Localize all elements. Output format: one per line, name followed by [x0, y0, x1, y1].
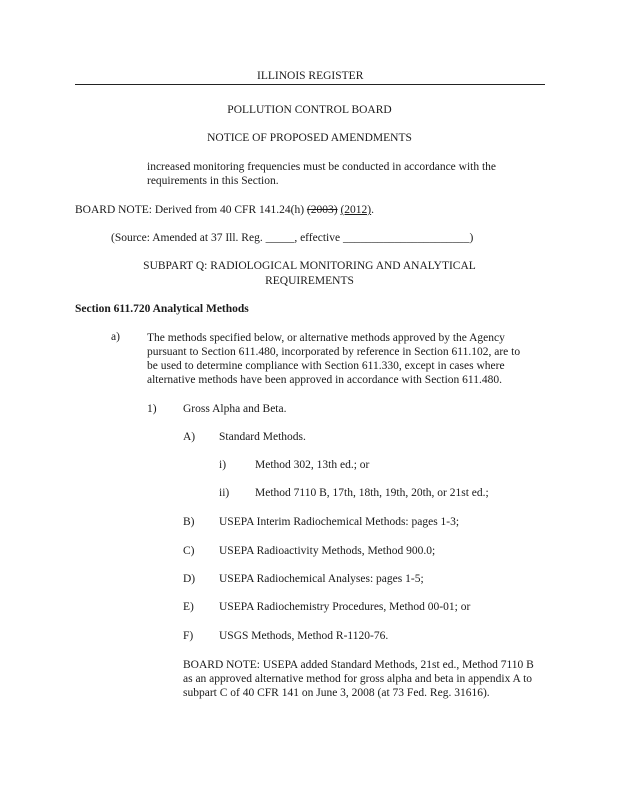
- board-note-usepa: BOARD NOTE: USEPA added Standard Methods, 21st ed., Method 7110 B as an approved alternative method for gross alpha and beta in appendix A to subpart C of 40 CFR 141 on June 3, 2008 (at 73 Fed. Reg. 31616).: [183, 659, 534, 699]
- board-note-derived: [75, 204, 374, 216]
- item-F-text: USGS Methods, Method R-1120-76.: [219, 630, 389, 642]
- item-1-label: 1): [147, 403, 157, 415]
- item-1-text: Gross Alpha and Beta.: [183, 403, 287, 415]
- board-name: POLLUTION CONTROL BOARD: [227, 104, 392, 116]
- item-B-text: USEPA Interim Radiochemical Methods: pages 1-3;: [219, 516, 460, 528]
- source-mid: , effective: [294, 232, 343, 244]
- source-line: [111, 232, 473, 244]
- subpart-heading-line1: SUBPART Q: RADIOLOGICAL MONITORING AND ANALYTICAL: [143, 260, 476, 272]
- source-blank-short: _____: [265, 232, 295, 244]
- item-D-text: USEPA Radiochemical Analyses: pages 1-5;: [219, 573, 424, 585]
- item-i-text: Method 302, 13th ed.; or: [255, 459, 370, 471]
- item-D-label: D): [183, 573, 196, 585]
- inserted-year: (2012): [340, 204, 372, 216]
- item-C-label: C): [183, 545, 195, 557]
- source-blank-long: ______________________: [342, 232, 470, 244]
- item-F-label: F): [183, 630, 194, 642]
- intro-paragraph: increased monitoring frequencies must be conducted in accordance with the requirements in this Section.: [147, 161, 497, 187]
- register-title: ILLINOIS REGISTER: [257, 70, 364, 82]
- struck-year: (2003): [306, 204, 338, 216]
- item-E-text: USEPA Radiochemistry Procedures, Method 00-01; or: [219, 601, 471, 613]
- item-ii-text: Method 7110 B, 17th, 18th, 19th, 20th, or 21st ed.;: [255, 487, 489, 499]
- board-note-suffix: .: [371, 204, 374, 216]
- source-suffix: ): [469, 232, 474, 244]
- subpart-heading-line2: REQUIREMENTS: [265, 275, 354, 287]
- notice-title: NOTICE OF PROPOSED AMENDMENTS: [207, 132, 412, 144]
- section-heading: Section 611.720 Analytical Methods: [75, 303, 249, 315]
- source-prefix: (Source: Amended at 37 Ill. Reg.: [111, 232, 266, 244]
- board-note-prefix: BOARD NOTE: Derived from 40 CFR 141.24(h): [75, 204, 307, 216]
- item-C-text: USEPA Radioactivity Methods, Method 900.0;: [219, 545, 436, 557]
- item-ii-label: ii): [219, 487, 230, 499]
- item-E-label: E): [183, 601, 194, 613]
- item-i-label: i): [219, 459, 227, 471]
- item-a-label: a): [111, 331, 120, 343]
- item-B-label: B): [183, 516, 195, 528]
- header-rule: [75, 84, 545, 85]
- item-A-label: A): [183, 431, 196, 443]
- item-A-text: Standard Methods.: [219, 431, 306, 443]
- item-a-text: The methods specified below, or alternative methods approved by the Agency pursuant to Section 611.480, incorporated by reference in Section 611.102, are to be used to determine compliance with Section 611.330, except in cases where alternative methods have been approved in accordance with Section 611.480.: [147, 332, 521, 386]
